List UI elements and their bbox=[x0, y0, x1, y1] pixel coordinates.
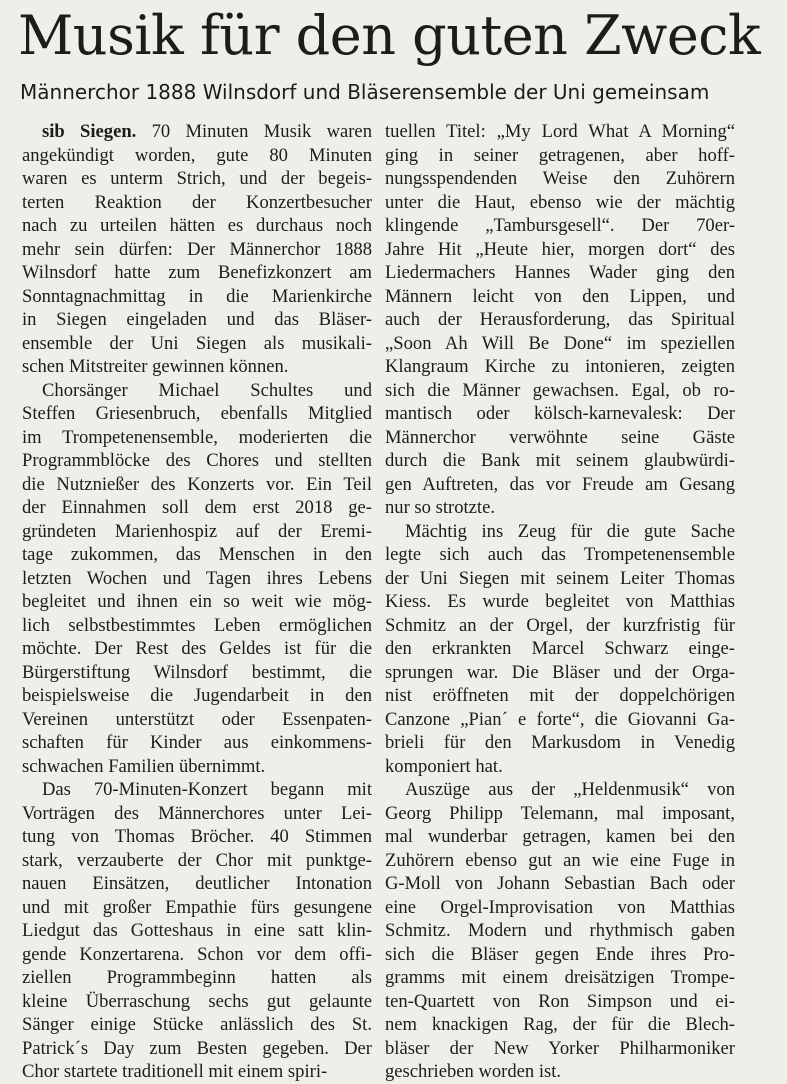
article-line: unter die Haut, ebenso wie der mächtig bbox=[385, 191, 735, 213]
article-line: Sänger einige Stücke anlässlich des St. bbox=[22, 1014, 372, 1035]
article-line: brieli für den Markusdom in Venedig bbox=[385, 732, 735, 753]
article-line: Vereinen unterstützt oder Essenpaten- bbox=[22, 708, 372, 730]
article-line: Georg Philipp Telemann, mal imposant, bbox=[385, 802, 735, 824]
article-line: „Soon Ah Will Be Done“ im speziellen bbox=[385, 332, 735, 354]
article-line: Bürgerstiftung Wilnsdorf bestimmt, die bbox=[22, 661, 372, 683]
article-column-1 bbox=[22, 120, 372, 1084]
article-line: tung von Thomas Bröcher. 40 Stimmen bbox=[22, 826, 372, 847]
article-line: Liedermachers Hannes Wader ging den bbox=[385, 262, 735, 283]
article-line: nist eröffneten mit der doppelchörigen bbox=[385, 685, 735, 706]
article-column-2 bbox=[385, 120, 735, 1084]
article-line: der Einnahmen soll dem erst 2018 ge- bbox=[22, 497, 372, 518]
article-line: ziellen Programmbeginn hatten als bbox=[22, 967, 372, 988]
article-line: Wilnsdorf hatte zum Benefizkonzert am bbox=[22, 262, 372, 283]
article-line: begleitet und ihnen ein so weit wie mög- bbox=[22, 591, 372, 612]
article-line: Zuhörern ebenso gut an wie eine Fuge in bbox=[385, 849, 735, 871]
article-line: nem knackigen Rag, der für die Blech- bbox=[385, 1014, 735, 1035]
article-line: gründeten Marienhospiz auf der Eremi- bbox=[22, 520, 372, 542]
article-line: komponiert hat. bbox=[385, 755, 503, 777]
article-line: schwachen Familien übernimmt. bbox=[22, 755, 266, 777]
article-line: kleine Überraschung sechs gut gelaunte bbox=[22, 990, 372, 1012]
article-line: die Nutznießer des Konzerts vor. Ein Teil bbox=[22, 473, 372, 495]
article-line: sich die Männer gewachsen. Egal, ob ro- bbox=[385, 379, 735, 401]
article-line: Das 70-Minuten-Konzert begann mit bbox=[42, 779, 372, 800]
article-line: Patrick´s Day zum Besten gegeben. Der bbox=[22, 1037, 372, 1059]
article-line: klingende „Tambursgesell“. Der 70er- bbox=[385, 215, 735, 236]
article-line: tuellen Titel: „My Lord What A Morning“ bbox=[385, 121, 735, 142]
article-line: beispielsweise die Jugendarbeit in den bbox=[22, 685, 372, 706]
article-line: in Siegen eingeladen und das Bläser- bbox=[22, 309, 372, 330]
article-line: terten Reaktion der Konzertbesucher bbox=[22, 191, 372, 213]
dateline: sib Siegen. bbox=[42, 121, 137, 142]
article-line: Klangraum Kirche zu intonieren, zeigten bbox=[385, 356, 735, 377]
article-line: ensemble der Uni Siegen als musikali- bbox=[22, 332, 372, 354]
article-line bbox=[22, 120, 372, 144]
article-line: bläser der New Yorker Philharmoniker bbox=[385, 1037, 735, 1059]
article-line: sprungen war. Die Bläser und der Orga- bbox=[385, 661, 735, 683]
article-line: Vorträgen des Männerchores unter Lei- bbox=[22, 802, 372, 824]
article-line: Jahre Hit „Heute hier, morgen dort“ des bbox=[385, 238, 735, 260]
article-line: nach zu urteilen hätten es durchaus noch bbox=[22, 215, 372, 236]
article-line: lich selbstbestimmtes Leben ermöglichen bbox=[22, 614, 372, 636]
article-line: tage zukommen, das Menschen in den bbox=[22, 544, 372, 565]
article-line: gen Auftreten, das vor Freude am Gesang bbox=[385, 473, 735, 495]
subheadline: Männerchor 1888 Wilnsdorf und Bläserensemble der Uni gemeinsam bbox=[20, 80, 710, 104]
article-line: Liedgut das Gotteshaus in eine satt klin- bbox=[22, 920, 372, 941]
article-line: schaften für Kinder aus einkommens- bbox=[22, 732, 372, 753]
article-line: Canzone „Pian´ e forte“, die Giovanni Ga- bbox=[385, 708, 735, 730]
article-line: Schmitz. Modern und rhythmisch gaben bbox=[385, 920, 735, 941]
article-line: legte sich auch das Trompetenensemble bbox=[385, 544, 735, 565]
article-line: G-Moll von Johann Sebastian Bach oder bbox=[385, 873, 735, 894]
article-line: Mächtig ins Zeug für die gute Sache bbox=[405, 520, 735, 542]
article-line: nungsspendenden Weise den Zuhörern bbox=[385, 168, 735, 189]
article-line: mantisch oder kölsch-karnevalesk: Der bbox=[385, 403, 735, 424]
article-line: auch der Herausforderung, das Spiritual bbox=[385, 309, 735, 330]
article-line: waren es unterm Strich, und der begeis- bbox=[22, 168, 372, 189]
article-line: Auszüge aus der „Heldenmusik“ von bbox=[405, 779, 735, 800]
article-line: der Uni Siegen mit seinem Leiter Thomas bbox=[385, 567, 735, 589]
article-line: mal wunderbar getragen, kamen bei den bbox=[385, 826, 735, 847]
article-line: ging in seiner getragenen, aber hoff- bbox=[385, 144, 735, 166]
article-line: und mit großer Empathie fürs gesungene bbox=[22, 896, 372, 918]
article-line: letzten Wochen und Tagen ihres Lebens bbox=[22, 567, 372, 589]
article-line: gende Konzertarena. Schon vor dem offi- bbox=[22, 943, 372, 965]
article-line: den erkrankten Marcel Schwarz einge- bbox=[385, 638, 735, 659]
article-line: Männern leicht von den Lippen, und bbox=[385, 285, 735, 307]
article-line-text: 70 Minuten Musik waren bbox=[136, 121, 372, 142]
headline: Musik für den guten Zweck bbox=[18, 4, 761, 67]
article-line: möchte. Der Rest des Geldes ist für die bbox=[22, 638, 372, 659]
article-line: nur so strotzte. bbox=[385, 497, 495, 518]
article-line: angekündigt worden, gute 80 Minuten bbox=[22, 144, 372, 166]
article-line: schen Mitstreiter gewinnen können. bbox=[22, 356, 289, 377]
article-line: nauen Einsätzen, deutlicher Intonation bbox=[22, 873, 372, 894]
article-line: durch die Bank mit seinem glaubwürdi- bbox=[385, 450, 735, 471]
article-line: ten-Quartett von Ron Simpson und ei- bbox=[385, 990, 735, 1012]
article-line: gramms mit einem dreisätzigen Trompe- bbox=[385, 967, 735, 988]
article-line: Schmitz an der Orgel, der kurzfristig für bbox=[385, 614, 735, 636]
article-line: sich die Bläser gegen Ende ihres Pro- bbox=[385, 943, 735, 965]
article-line: stark, verzauberte der Chor mit punktge- bbox=[22, 849, 372, 871]
article-line: Steffen Griesenbruch, ebenfalls Mitglied bbox=[22, 403, 372, 424]
article-line: Chorsänger Michael Schultes und bbox=[42, 379, 372, 401]
article-line: eine Orgel-Improvisation von Matthias bbox=[385, 896, 735, 918]
article-line: im Trompetenensemble, moderierten die bbox=[22, 426, 372, 448]
article-line: mehr sein dürfen: Der Männerchor 1888 bbox=[22, 238, 372, 260]
article-line: geschrieben worden ist. bbox=[385, 1061, 562, 1082]
article-line: Kiess. Es wurde begleitet von Matthias bbox=[385, 591, 735, 612]
article-line: Männerchor verwöhnte seine Gäste bbox=[385, 426, 735, 448]
article-line: Chor startete traditionell mit einem spiri- bbox=[22, 1061, 328, 1082]
article-line: Sonntagnachmittag in die Marienkirche bbox=[22, 285, 372, 307]
article-line: Programmblöcke des Chores und stellten bbox=[22, 450, 372, 471]
